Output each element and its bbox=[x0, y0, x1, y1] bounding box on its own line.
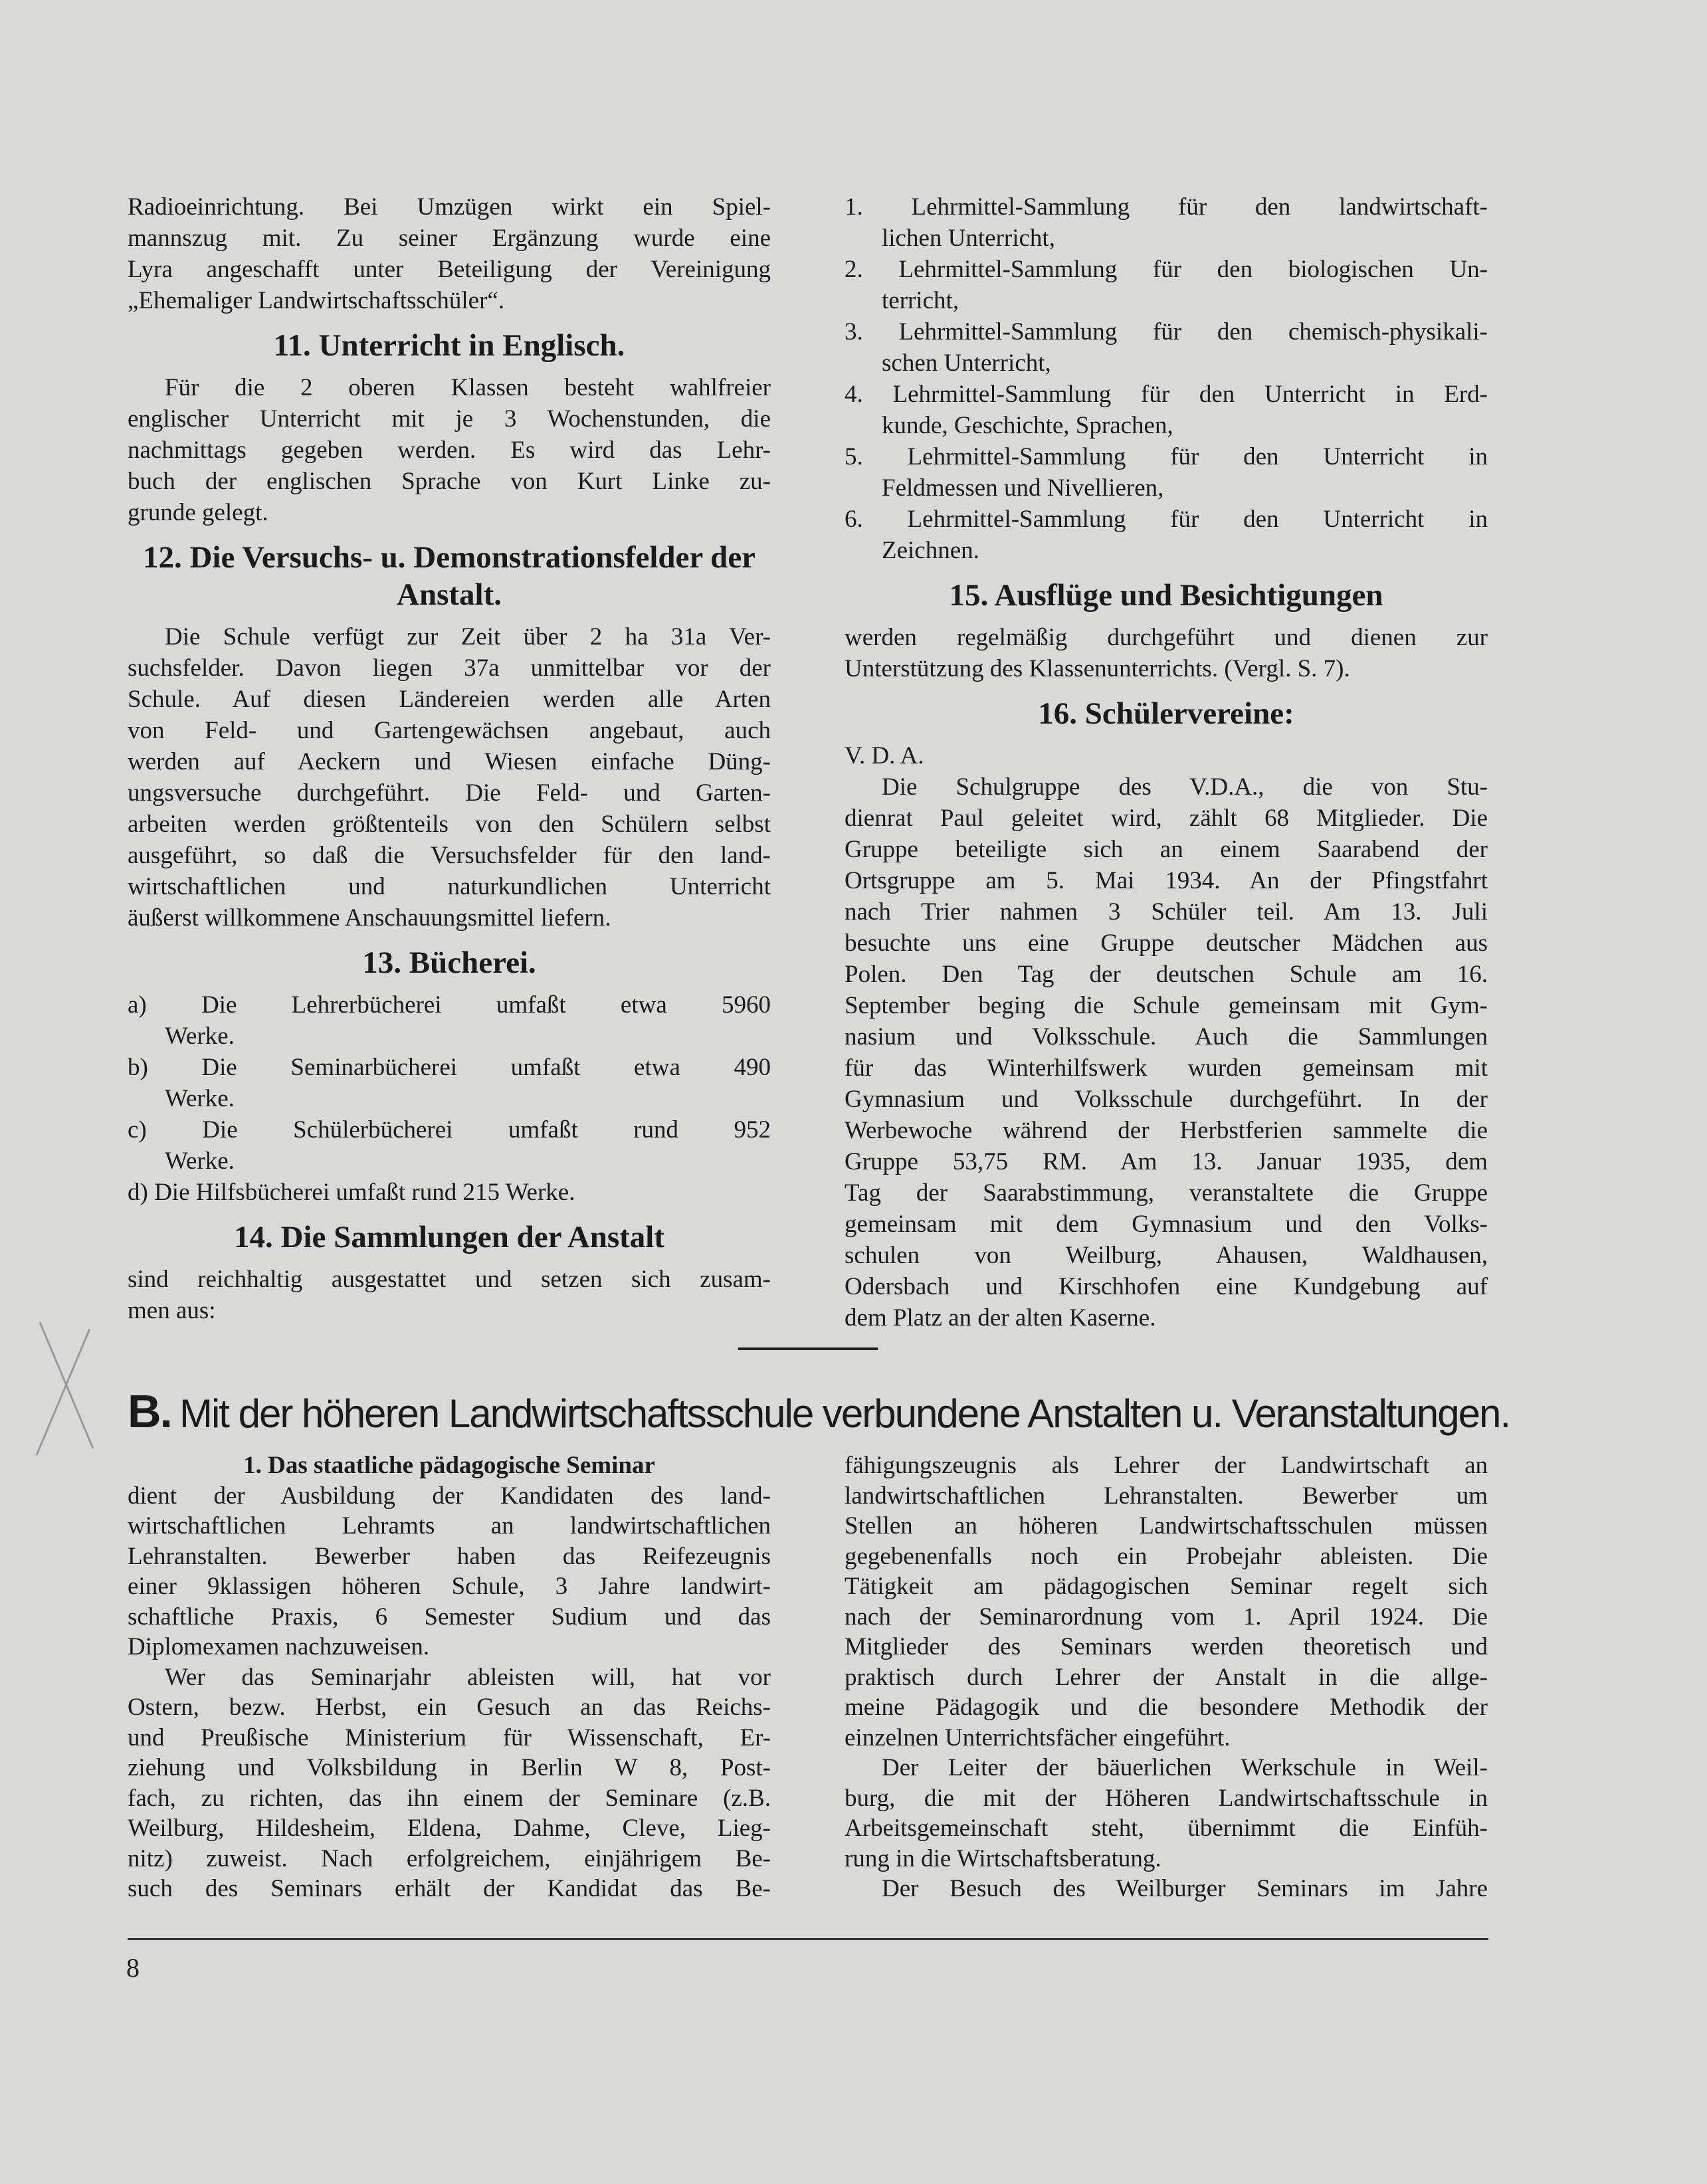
list-item-line: Werke. bbox=[165, 1147, 235, 1175]
text-line: werden auf Aeckern und Wiesen einfache Düng- bbox=[128, 748, 771, 775]
section-heading: 12. Die Versuchs- u. Demonstrationsfelder der Anstalt. bbox=[142, 540, 756, 612]
text-line: Unterstützung des Klassenunterrichts. (Vergl. S. 7). bbox=[845, 655, 1350, 682]
text-line: Lehranstalten. Bewerber haben das Reifezeugnis bbox=[128, 1542, 771, 1570]
section-b-heading bbox=[128, 1385, 1510, 1439]
text-line: nitz) zuweist. Nach erfolgreichem, einjährigem Be- bbox=[128, 1844, 771, 1872]
section-letter: B. bbox=[128, 1385, 171, 1437]
list-item-line: lichen Unterricht, bbox=[882, 225, 1055, 252]
text-line: Die Schule verfügt zur Zeit über 2 ha 31a Ver- bbox=[165, 623, 771, 650]
text-line: Lyra angeschafft unter Beteiligung der Vereinigung bbox=[128, 256, 771, 283]
section-heading: 11. Unterricht in Englisch. bbox=[273, 328, 625, 363]
list-item-line: 3. Lehrmittel-Sammlung für den chemisch-physikali- bbox=[845, 318, 1488, 346]
list-item-line: Werke. bbox=[165, 1023, 235, 1050]
text-line: buch der englischen Sprache von Kurt Linke zu- bbox=[128, 468, 771, 495]
text-line: Diplomexamen nachzuweisen. bbox=[128, 1633, 430, 1660]
text-line: suchsfelder. Davon liegen 37a unmittelbar vor der bbox=[128, 654, 771, 682]
text-line: Odersbach und Kirschhofen eine Kundgebung auf bbox=[845, 1273, 1488, 1300]
text-line: englischer Unterricht mit je 3 Wochenstunden, die bbox=[128, 405, 771, 433]
list-item-line: 2. Lehrmittel-Sammlung für den biologischen Un- bbox=[845, 256, 1488, 283]
text-line: Arbeitsgemeinschaft steht, übernimmt die Einfüh- bbox=[845, 1815, 1488, 1842]
text-line: sind reichhaltig ausgestattet und setzen sich zusam- bbox=[128, 1266, 771, 1293]
text-line: rung in die Wirtschaftsberatung. bbox=[845, 1844, 1161, 1872]
list-item-line: a) Die Lehrerbücherei umfaßt etwa 5960 bbox=[128, 991, 771, 1019]
list-item-line: Feldmessen und Nivellieren, bbox=[882, 474, 1164, 502]
list-item-line: b) Die Seminarbücherei umfaßt etwa 490 bbox=[128, 1054, 771, 1081]
text-line: Gruppe 53,75 RM. Am 13. Januar 1935, dem bbox=[845, 1148, 1488, 1175]
text-line: Gruppe beteiligte sich an einem Saarabend der bbox=[845, 836, 1488, 863]
text-line: Tag der Saarabstimmung, veranstaltete die Gruppe bbox=[845, 1179, 1488, 1207]
text-line: fach, zu richten, das ihn einem der Seminare (z.B. bbox=[128, 1784, 771, 1812]
text-line: burg, die mit der Höheren Landwirtschaftsschule in bbox=[845, 1784, 1488, 1812]
section-heading: 16. Schülervereine: bbox=[1038, 696, 1294, 731]
list-item-line: 4. Lehrmittel-Sammlung für den Unterricht in Erd- bbox=[845, 381, 1488, 408]
text-line: fähigungszeugnis als Lehrer der Landwirtschaft an bbox=[845, 1452, 1488, 1479]
text-line: men aus: bbox=[128, 1297, 216, 1324]
footer-rule bbox=[128, 1938, 1488, 1940]
text-line: Gymnasium und Volksschule durchgeführt. In der bbox=[845, 1086, 1488, 1113]
text-line: nasium und Volksschule. Auch die Sammlungen bbox=[845, 1023, 1488, 1050]
text-line: landwirtschaftlichen Lehranstalten. Bewerber um bbox=[845, 1482, 1488, 1510]
text-line: ausgeführt, so daß die Versuchsfelder für den land- bbox=[128, 842, 771, 869]
text-line: ungsversuche durchgeführt. Die Feld- und Garten- bbox=[128, 779, 771, 807]
text-line: dem Platz an der alten Kaserne. bbox=[845, 1304, 1156, 1332]
text-line: September beging die Schule gemeinsam mit Gym- bbox=[845, 992, 1488, 1019]
list-item-line: Werke. bbox=[165, 1085, 235, 1112]
text-line: gegebenenfalls noch ein Probejahr ableisten. Die bbox=[845, 1542, 1488, 1570]
subheading: V. D. A. bbox=[845, 742, 924, 769]
text-line: Stellen an höheren Landwirtschaftsschulen müssen bbox=[845, 1512, 1488, 1539]
list-item-line: schen Unterricht, bbox=[882, 349, 1051, 377]
section-title: Mit der höheren Landwirtschaftsschule verbundene Anstalten u. Veranstaltungen. bbox=[179, 1391, 1510, 1436]
text-line: Schule. Auf diesen Ländereien werden alle Arten bbox=[128, 686, 771, 713]
pencil-cross-mark bbox=[27, 1316, 106, 1462]
top-left-column bbox=[128, 191, 771, 1326]
text-line: Tätigkeit am pädagogischen Seminar regelt sich bbox=[845, 1573, 1488, 1600]
text-line: für das Winterhilfswerk wurden gemeinsam mit bbox=[845, 1054, 1488, 1082]
text-line: Der Leiter der bäuerlichen Werkschule in Weil- bbox=[882, 1754, 1488, 1781]
text-line: dienrat Paul geleitet wird, zählt 68 Mitglieder. Die bbox=[845, 805, 1488, 832]
text-line: such des Seminars erhält der Kandidat das Be- bbox=[128, 1875, 771, 1902]
subsection-heading: 1. Das staatliche pädagogische Seminar bbox=[243, 1452, 655, 1479]
list-item-line: terricht, bbox=[882, 287, 959, 314]
text-line: praktisch durch Lehrer der Anstalt in die allge- bbox=[845, 1663, 1488, 1691]
list-item-line: kunde, Geschichte, Sprachen, bbox=[882, 412, 1173, 439]
text-line: mannszug mit. Zu seiner Ergänzung wurde eine bbox=[128, 225, 771, 252]
text-line: Die Schulgruppe des V.D.A., die von Stu- bbox=[882, 773, 1488, 801]
text-line: grunde gelegt. bbox=[128, 499, 268, 526]
text-line: gemeinsam mit dem Gymnasium und den Volks- bbox=[845, 1211, 1488, 1238]
bottom-left-column bbox=[128, 1450, 771, 1904]
text-line: nach Trier nahmen 3 Schüler teil. Am 13. Juli bbox=[845, 898, 1488, 926]
text-line: „Ehemaliger Landwirtschaftsschüler“. bbox=[128, 287, 505, 314]
section-divider bbox=[738, 1347, 878, 1350]
text-line: nachmittags gegeben werden. Es wird das Lehr- bbox=[128, 437, 771, 464]
text-line: von Feld- und Gartengewächsen angebaut, auch bbox=[128, 717, 771, 744]
list-item-line: Zeichnen. bbox=[882, 537, 979, 564]
list-item-line: d) Die Hilfsbücherei umfaßt rund 215 Werke. bbox=[128, 1179, 575, 1206]
page-number: 8 bbox=[126, 1953, 140, 1983]
text-line: Mitglieder des Seminars werden theoretisch und bbox=[845, 1633, 1488, 1660]
text-line: wirtschaftlichen Lehramts an landwirtschaftlichen bbox=[128, 1512, 771, 1539]
text-line: äußerst willkommene Anschauungsmittel liefern. bbox=[128, 904, 611, 932]
list-item-line: 6. Lehrmittel-Sammlung für den Unterricht in bbox=[845, 506, 1488, 533]
section-heading: 13. Bücherei. bbox=[362, 945, 536, 980]
text-line: Polen. Den Tag der deutschen Schule am 16. bbox=[845, 961, 1488, 988]
text-line: Ostern, bezw. Herbst, ein Gesuch an das Reichs- bbox=[128, 1694, 771, 1721]
text-line: dient der Ausbildung der Kandidaten des land- bbox=[128, 1482, 771, 1510]
text-line: besuchte uns eine Gruppe deutscher Mädchen aus bbox=[845, 930, 1488, 957]
text-line: Wer das Seminarjahr ableisten will, hat vor bbox=[165, 1663, 771, 1691]
text-line: Der Besuch des Weilburger Seminars im Jahre bbox=[882, 1875, 1488, 1902]
top-right-column bbox=[845, 191, 1488, 1334]
text-line: einer 9klassigen höheren Schule, 3 Jahre landwirt- bbox=[128, 1573, 771, 1600]
list-item-line: c) Die Schülerbücherei umfaßt rund 952 bbox=[128, 1116, 771, 1143]
text-line: Weilburg, Hildesheim, Eldena, Dahme, Cleve, Lieg- bbox=[128, 1815, 771, 1842]
text-line: einzelnen Unterrichtsfächer eingeführt. bbox=[845, 1724, 1231, 1751]
text-line: Werbewoche während der Herbstferien sammelte die bbox=[845, 1117, 1488, 1144]
text-line: und Preußische Ministerium für Wissenschaft, Er- bbox=[128, 1724, 771, 1751]
list-item-line: 1. Lehrmittel-Sammlung für den landwirtschaft- bbox=[845, 193, 1488, 221]
bottom-right-column bbox=[845, 1450, 1488, 1904]
section-heading: 15. Ausflüge und Besichtigungen bbox=[949, 578, 1383, 613]
list-item-line: 5. Lehrmittel-Sammlung für den Unterricht in bbox=[845, 443, 1488, 470]
text-line: Für die 2 oberen Klassen besteht wahlfreier bbox=[165, 374, 771, 401]
text-line: schulen von Weilburg, Ahausen, Waldhausen, bbox=[845, 1242, 1488, 1269]
text-line: werden regelmäßig durchgeführt und dienen zur bbox=[845, 624, 1488, 651]
text-line: ziehung und Volksbildung in Berlin W 8, Post- bbox=[128, 1754, 771, 1781]
text-line: Ortsgruppe am 5. Mai 1934. An der Pfingstfahrt bbox=[845, 867, 1488, 894]
text-line: Radioeinrichtung. Bei Umzügen wirkt ein Spiel- bbox=[128, 193, 771, 221]
text-line: schaftliche Praxis, 6 Semester Sudium und das bbox=[128, 1603, 771, 1631]
section-heading: 14. Die Sammlungen der Anstalt bbox=[233, 1220, 665, 1254]
text-line: wirtschaftlichen und naturkundlichen Unterricht bbox=[128, 873, 771, 900]
text-line: arbeiten werden größtenteils von den Schülern selbst bbox=[128, 811, 771, 838]
text-line: meine Pädagogik und die besondere Methodik der bbox=[845, 1694, 1488, 1721]
text-line: nach der Seminarordnung vom 1. April 1924. Die bbox=[845, 1603, 1488, 1631]
